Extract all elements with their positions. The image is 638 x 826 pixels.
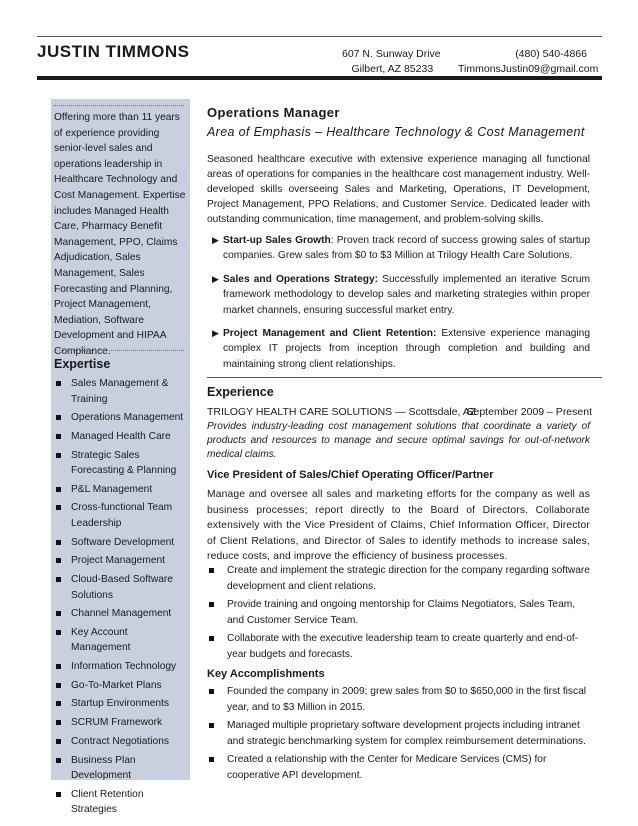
highlight-label: Sales and Operations Strategy: bbox=[223, 274, 379, 285]
list-item: Founded the company in 2009; grew sales from $0 to $650,000 in the first fiscal year, and to $3 Million in 2015. bbox=[207, 684, 592, 715]
sidebar-divider bbox=[54, 350, 184, 351]
email: TimmonsJustin09@gmail.com bbox=[458, 63, 599, 75]
list-item: Project Management bbox=[54, 553, 188, 569]
duties-list bbox=[207, 563, 592, 665]
role-description: Manage and oversee all sales and marketing efforts for the company as well as business processes; report directly to the Board of Directors. Collaborate extensively with the Vice President of Claims, Chief Information Officer, Director of Client Relations, and Director of Sales to identify methods to increase sales, reduce costs, and improve the efficiency of business processes. bbox=[207, 489, 590, 562]
list-item: Create and implement the strategic direction for the company regarding software development and client relations. bbox=[207, 563, 592, 594]
address-line-1: 607 N. Sunway Drive bbox=[342, 48, 441, 60]
highlight-text: Extensive experience managing complex IT projects from inception through completion and building and maintaining strong client relationships. bbox=[223, 328, 590, 370]
list-item: Cloud-Based Software Solutions bbox=[54, 572, 188, 603]
list-item: Created a relationship with the Center for Medicare Services (CMS) for cooperative API development. bbox=[207, 752, 592, 783]
list-item: P&L Management bbox=[54, 482, 188, 498]
list-item: Channel Management bbox=[54, 606, 188, 622]
list-item: Operations Management bbox=[54, 410, 188, 426]
company-line bbox=[207, 406, 592, 418]
contact-info bbox=[458, 47, 599, 77]
list-item: Managed Health Care bbox=[54, 429, 188, 445]
list-item: Managed multiple proprietary software development projects including intranet and strategic benchmarking system for complex reimbursement determinations. bbox=[207, 718, 592, 749]
highlight-item bbox=[212, 233, 590, 264]
triangle-right-icon: ▶ bbox=[212, 328, 219, 338]
list-item: Collaborate with the executive leadership team to create quarterly and end-of-year budgets and forecasts. bbox=[207, 631, 592, 662]
list-item: Information Technology bbox=[54, 659, 188, 675]
list-item: Contract Negotiations bbox=[54, 734, 188, 750]
highlight-item bbox=[212, 326, 590, 372]
list-item: Strategic Sales Forecasting & Planning bbox=[54, 448, 188, 479]
section-divider bbox=[207, 377, 602, 378]
highlight-label: Project Management and Client Retention: bbox=[223, 328, 437, 339]
list-item: Sales Management & Training bbox=[54, 376, 188, 407]
sidebar-top-rule bbox=[54, 105, 184, 106]
phone: (480) 540-4866 bbox=[515, 48, 587, 60]
list-item: Client Retention Strategies bbox=[54, 787, 188, 818]
highlight-text: Successfully implemented an iterative Scrum framework methodology to develop sales and marketing strategies within proper market channels, ensuring successful market entry. bbox=[223, 274, 590, 316]
list-item: Go-To-Market Plans bbox=[54, 678, 188, 694]
list-item: Business Plan Development bbox=[54, 753, 188, 784]
highlight-label: Start-up Sales Growth bbox=[223, 235, 331, 246]
header-band bbox=[37, 76, 602, 80]
company-description: Provides industry-leading cost management solutions that coordinate a variety of products and resources to manage and secure optimal savings for out-of-network medical claims. bbox=[207, 421, 590, 460]
list-item: Cross-functional Team Leadership bbox=[54, 500, 188, 531]
expertise-list bbox=[54, 376, 188, 821]
triangle-right-icon: ▶ bbox=[212, 235, 219, 245]
list-item: Startup Environments bbox=[54, 696, 188, 712]
profile-intro: Seasoned healthcare executive with extensive experience managing all functional areas of operations for companies in the healthcare cost management industry. Well-developed skills overseeing Sales and Marketing, Operations, IT Development, Project Management, PPO Relations, and Customer Service. Dedicated leader with outstanding communication, time management, and problem-solving skills. bbox=[207, 154, 590, 225]
address bbox=[342, 47, 441, 77]
list-item: Software Development bbox=[54, 535, 188, 551]
profile-subtitle: Area of Emphasis – Healthcare Technology & Cost Management bbox=[207, 125, 585, 139]
sidebar-summary: Offering more than 11 years of experience providing senior-level sales and operations leadership in Healthcare Technology and Cost Management. Expertise includes Managed Health Care, Pharmacy Benefit Management, PPO, Claims Adjudication, Sales Management, Sales Forecasting and Planning, Project Management, Mediation, Software Development and HIPAA Compliance. bbox=[54, 112, 186, 357]
list-item: Provide training and ongoing mentorship for Claims Negotiators, Sales Team, and Customer Service Team. bbox=[207, 597, 592, 628]
list-item: Key Account Management bbox=[54, 625, 188, 656]
profile-title: Operations Manager bbox=[207, 105, 340, 120]
role-title: Vice President of Sales/Chief Operating Officer/Partner bbox=[207, 469, 494, 481]
company-name: TRILOGY HEALTH CARE SOLUTIONS — Scottsdale, AZ bbox=[207, 406, 477, 418]
accomplishments-title: Key Accomplishments bbox=[207, 668, 325, 680]
experience-heading: Experience bbox=[207, 385, 274, 399]
accomplishments-list bbox=[207, 684, 592, 786]
address-line-2: Gilbert, AZ 85233 bbox=[351, 63, 434, 75]
list-item: SCRUM Framework bbox=[54, 715, 188, 731]
highlight-item bbox=[212, 272, 590, 318]
employment-dates: September 2009 – Present bbox=[466, 406, 592, 418]
highlight-text: : Proven track record of success growing sales of startup companies. Grew sales from $0 to $3 Million at Trilogy Health Care Solutions. bbox=[223, 235, 591, 262]
expertise-title: Expertise bbox=[54, 357, 111, 371]
header-top-rule bbox=[37, 36, 602, 37]
triangle-right-icon: ▶ bbox=[212, 274, 219, 284]
candidate-name: JUSTIN TIMMONS bbox=[37, 42, 190, 61]
